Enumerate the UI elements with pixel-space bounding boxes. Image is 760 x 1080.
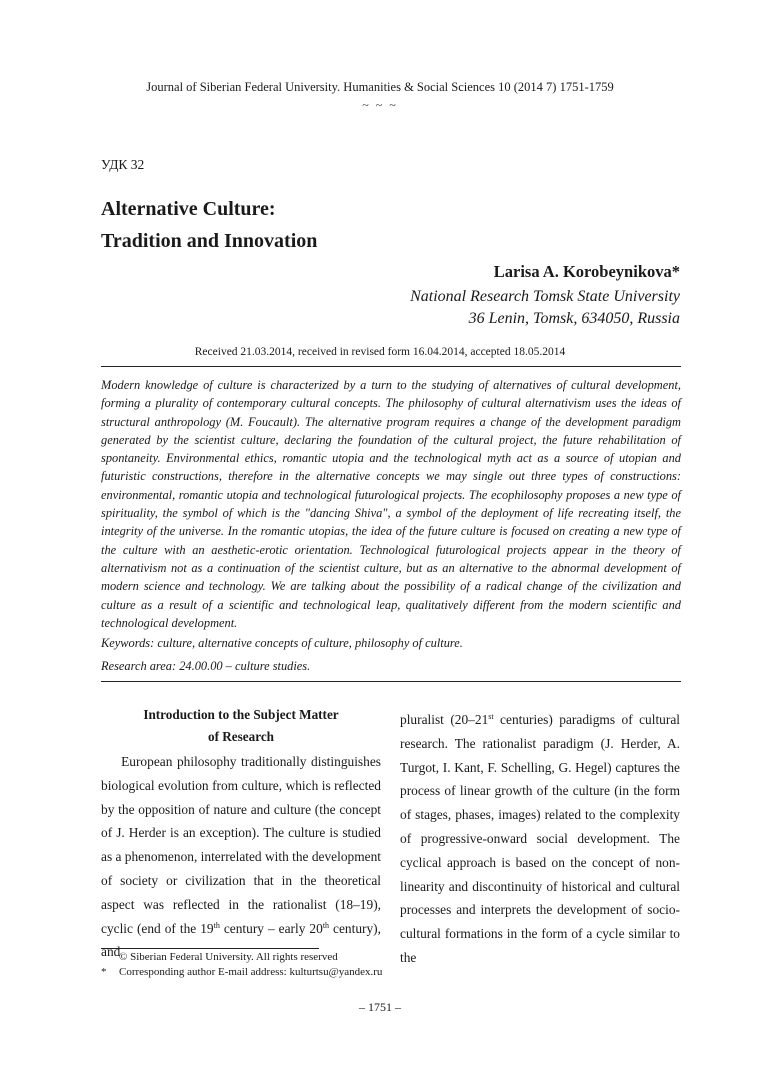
footnote-divider (101, 948, 319, 949)
left-sup-1: th (213, 920, 220, 930)
section-heading-line-1: Introduction to the Subject Matter (143, 707, 339, 722)
affiliation-line-2: 36 Lenin, Tomsk, 634050, Russia (468, 310, 680, 327)
section-heading-line-2: of Research (207, 729, 275, 744)
author-name: Larisa A. Korobeynikova* (493, 262, 680, 281)
left-column (101, 750, 381, 964)
author-affiliation (410, 286, 680, 330)
footnote-corresponding (101, 966, 382, 978)
right-text-1: pluralist (20–21 (400, 712, 489, 727)
journal-header: Journal of Siberian Federal University. Humanities & Social Sciences 10 (2014 7) 1751-1759 (146, 80, 614, 94)
header-ornament: ~ ~ ~ (362, 98, 398, 112)
bottom-divider (101, 681, 681, 682)
title-line-1: Alternative Culture: (101, 198, 276, 220)
left-text-1: European philosophy traditionally distinguishes biological evolution from culture, which is reflected by the opposition of nature and culture (the concept of J. Herder is an exception). The culture is studied as a phenomenon, interrelated with the development of society or civilization that in the theoretical aspect was reflected in the rationalist (18–19), cyclic (end of the 19 (101, 754, 381, 936)
abstract-text: Modern knowledge of culture is characterized by a turn to the studying of alternatives of cultural development, forming a plurality of contemporary cultural concepts. The philosophy of cultural alternativism uses the ideas of structural anthropology (M. Foucault). The alternative program requires a change of the development paradigm generated by the scientist culture, declaring the foundation of the cultural project, the future rehabilitation of spontaneity. Environmental ethics, romantic utopia and the technological myth act as a source of utopian and futuristic constructions, therefore in the alternative concepts we may single out three types of constructions: environmental, romantic utopia and technological futurological projects. The ecophilosophy proposes a new type of spirituality, the symbol of which is the "dancing Shiva", a symbol of the deployment of life recreating itself, the integrity of the universe. In the romantic utopias, the idea of the future culture is focused on creating a new type of the culture with an aesthetic-erotic orientation. Technological futurological projects appear in the theory of alternativism not as a continuation of the scientist culture, but as an alternative to the abnormal development of modern science and technology. We are talking about the possibility of a radical change of the civilization and culture as a result of a scientific and technological leap, qualitatively different from the modern scientific and technological development. (101, 378, 681, 630)
research-area: Research area: 24.00.00 – culture studies. (101, 659, 311, 673)
footnote-email: Corresponding author E-mail address: kulturtsu@yandex.ru (119, 966, 383, 978)
affiliation-line-1: National Research Tomsk State University (410, 288, 680, 305)
footnote-star: * (101, 966, 107, 978)
left-text-2: century – early 20 (219, 920, 323, 936)
right-sup-1: st (488, 712, 494, 721)
right-text-2: centuries) paradigms of cultural research. The rationalist paradigm (J. Herder, A. Turgot, I. Kant, F. Schelling, G. Hegel) captures the process of linear growth of the culture (in the form of stages, phases, images) related to the complexity of progressive-onward social development. The cyclical approach is based on the concept of non-linearity and discontinuity of historical and cultural processes and interprets the development of socio-cultural formations in the form of a cycle similar to the (400, 712, 680, 965)
keywords: Keywords: culture, alternative concepts of culture, philosophy of culture. (101, 636, 463, 650)
right-paragraph (400, 708, 680, 970)
left-text-3: century), and (101, 920, 381, 960)
title-line-2: Tradition and Innovation (101, 230, 318, 252)
abstract (101, 376, 681, 632)
received-dates: Received 21.03.2014, received in revised form 16.04.2014, accepted 18.05.2014 (194, 346, 566, 358)
udk-code: УДК 32 (101, 157, 145, 172)
article-title (101, 193, 317, 257)
left-paragraph (101, 750, 381, 964)
section-heading (101, 704, 381, 748)
footnote-copyright: © Siberian Federal University. All rights reserved (119, 951, 338, 963)
page-number: – 1751 – (359, 1000, 401, 1014)
left-sup-2: th (322, 920, 330, 930)
right-column (400, 708, 680, 970)
top-divider (101, 366, 681, 367)
